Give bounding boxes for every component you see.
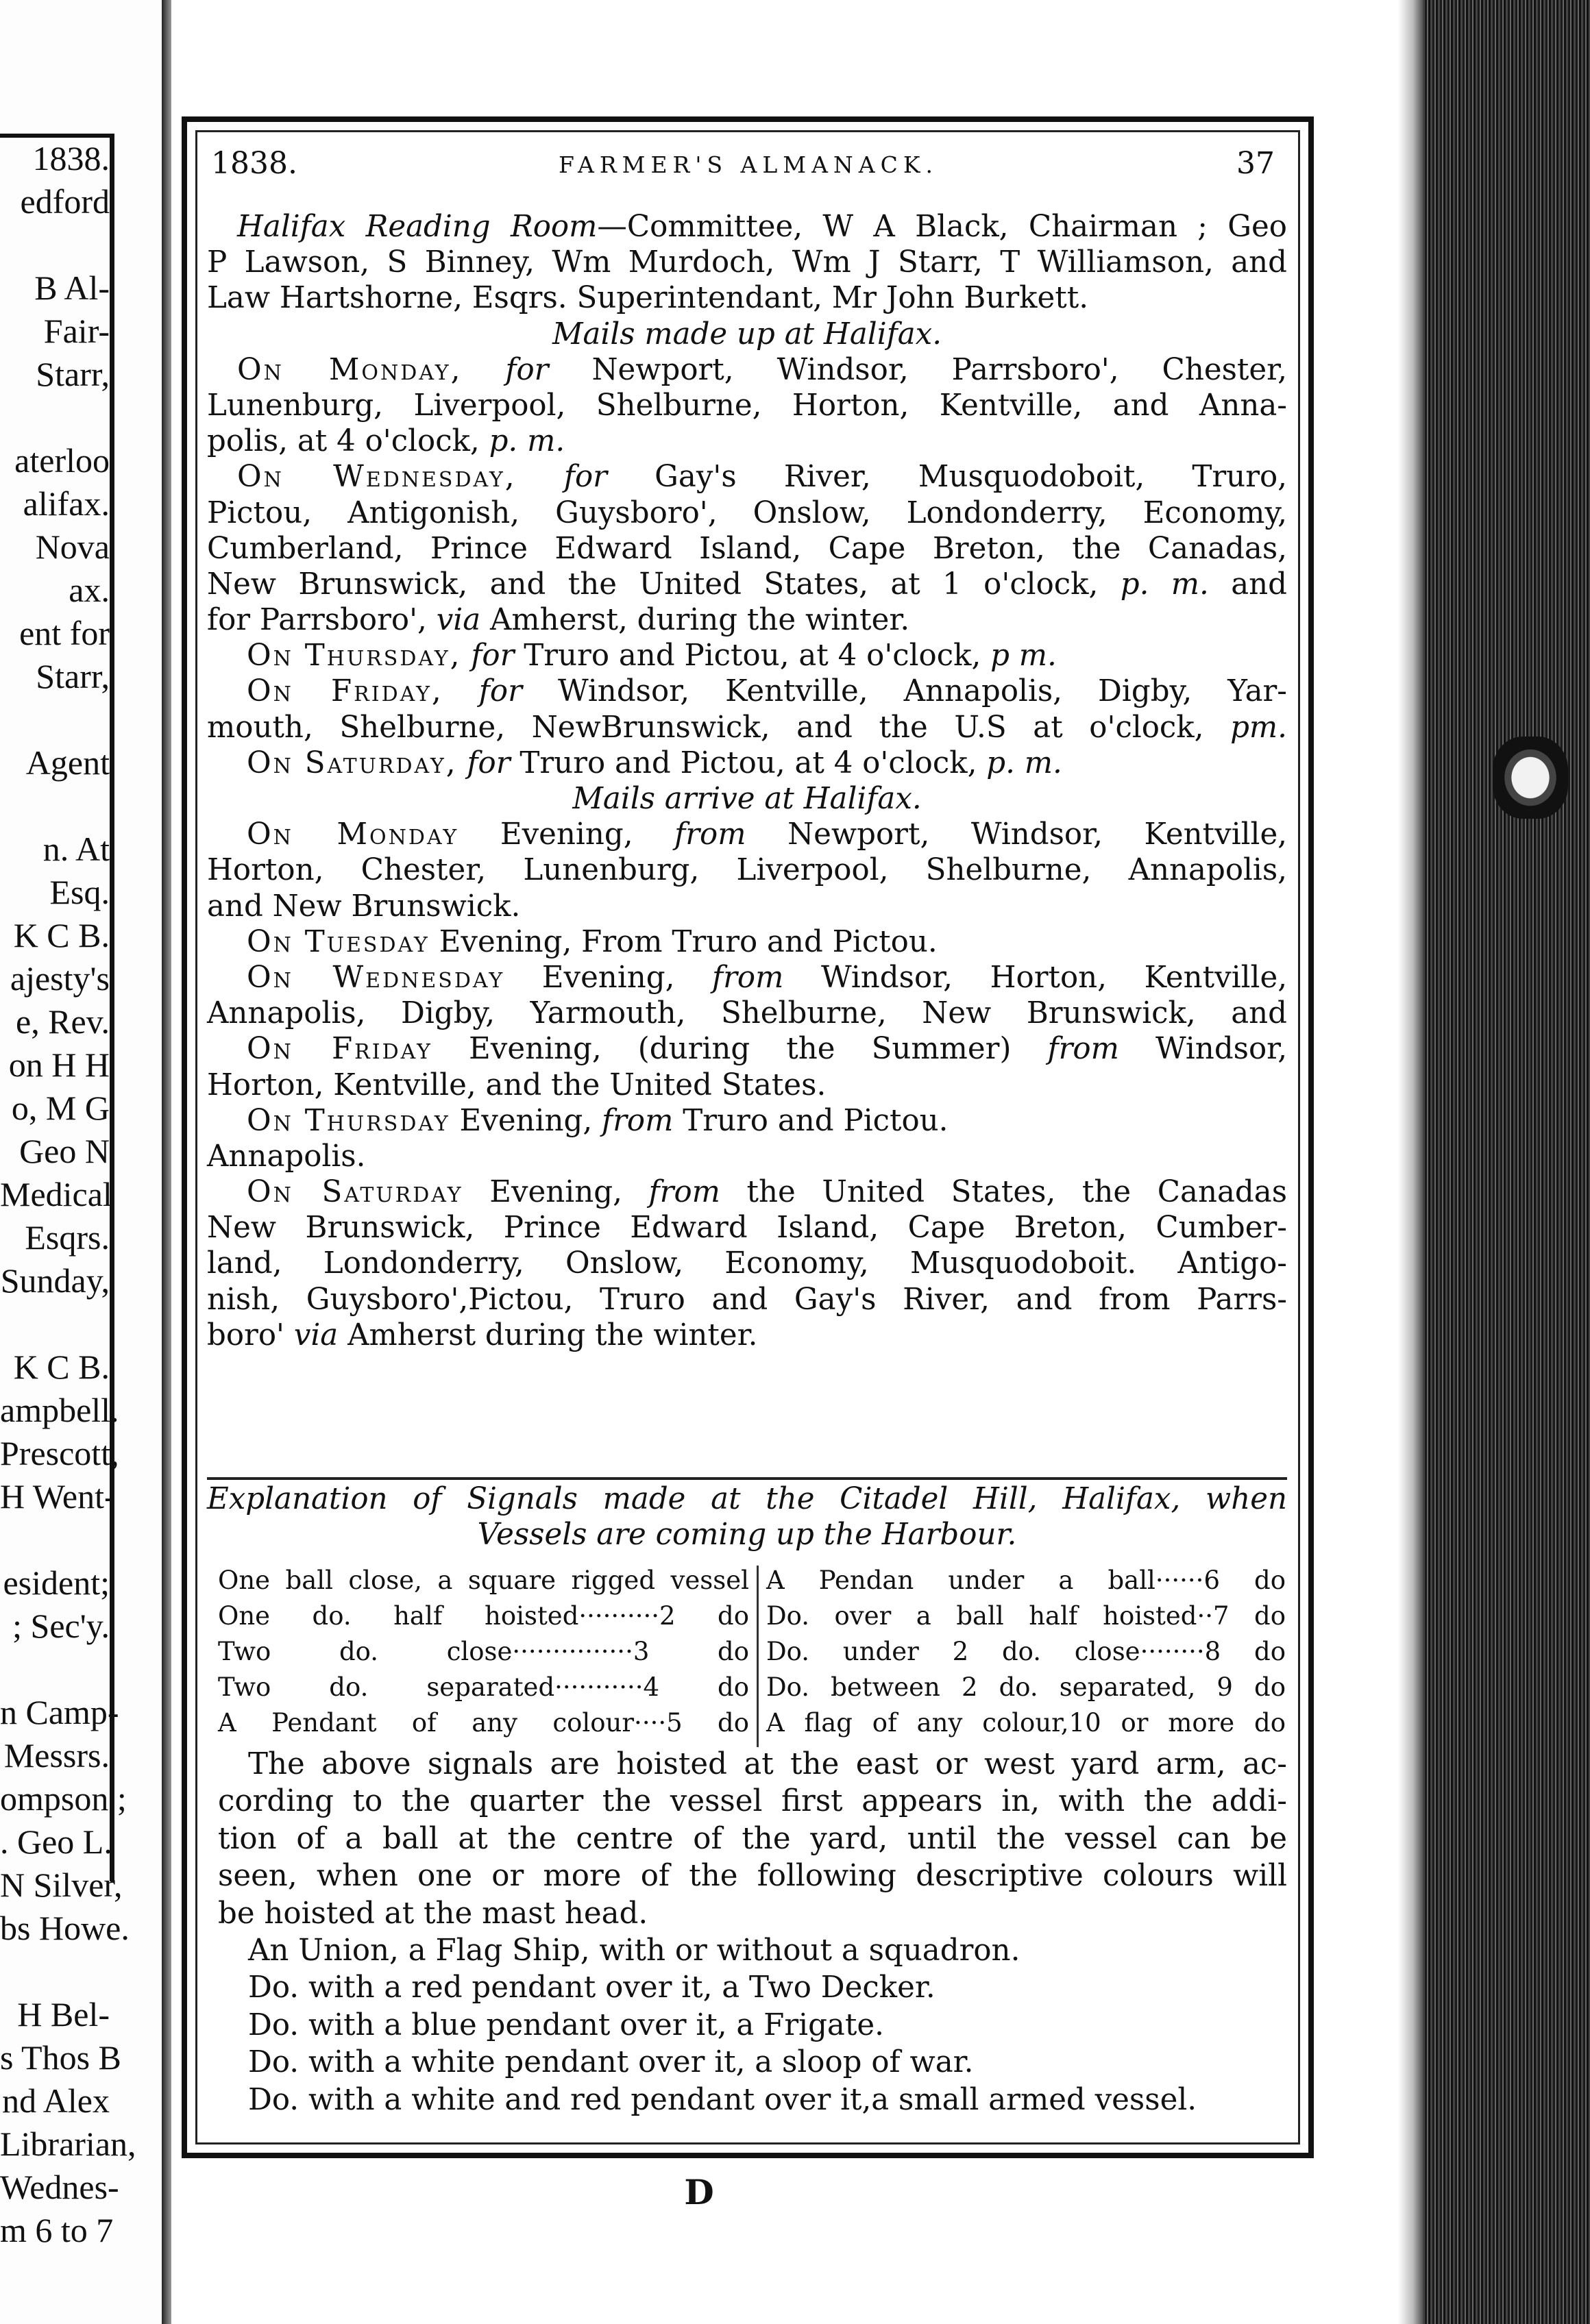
mail-out-wednesday: On Wednesday, for Gay's River, Musquodoboit, Truro,: [237, 460, 1288, 495]
facing-page-line: N Silver,: [0, 1866, 123, 1904]
mail-out-line: polis, at 4 o'clock, p. m.: [207, 424, 565, 459]
signal-right: A flag of any colour,10 or more do: [766, 1708, 1286, 1738]
page-number: 37: [1236, 146, 1275, 181]
facing-page-line: B Al-: [34, 269, 110, 307]
mail-out-saturday: On Saturday, for Truro and Pictou, at 4 o'clock, p. m.: [247, 745, 1062, 780]
facing-page-line: Medical: [0, 1175, 112, 1213]
facing-page-line: m 6 to 7: [0, 2211, 114, 2249]
header-year: 1838.: [211, 146, 297, 181]
reading-room-line: Halifax Reading Room—Committee, W A Black, Chairman ; Geo: [237, 210, 1287, 244]
reading-room-line: Law Hartshorne, Esqrs. Superintendant, Mr John Burkett.: [207, 281, 1089, 316]
signature-mark: D: [684, 2172, 714, 2212]
facing-page-line: ompson ;: [0, 1779, 127, 1818]
mail-out-thursday: On Thursday, for Truro and Pictou, at 4 o'clock, p m.: [247, 639, 1057, 673]
mail-in-line: Horton, Kentville, and the United States.: [207, 1067, 827, 1102]
mail-in-saturday: On Saturday Evening, from the United States, the Canadas: [247, 1175, 1288, 1210]
note-line: be hoisted at the mast head.: [218, 1896, 648, 1931]
mail-in-line: Annapolis.: [207, 1139, 366, 1174]
signal-left: Two do. close···············3 do: [218, 1637, 749, 1666]
mail-in-tuesday: On Tuesday Evening, From Truro and Pictou.: [247, 924, 938, 959]
mail-in-line: and New Brunswick.: [207, 889, 521, 924]
facing-page-line: Starr,: [36, 657, 110, 695]
facing-page-text: [0, 137, 136, 2252]
page-edge-shadow: [1398, 0, 1423, 2324]
facing-page-line: Starr,: [36, 355, 110, 393]
facing-page-line: K C B.: [13, 1348, 110, 1386]
facing-page-line: [0, 223, 110, 267]
note-line: The above signals are hoisted at the east or west yard arm, ac-: [248, 1747, 1287, 1781]
facing-page-line: Fair-: [43, 312, 110, 350]
facing-page-line: Librarian,: [0, 2125, 136, 2163]
signals-row: [218, 1708, 1287, 1744]
facing-page-line: ; Sec'y.: [12, 1607, 110, 1645]
facing-page-line: on H H: [8, 1046, 110, 1084]
page-stack-edge: [1398, 0, 1590, 2324]
signals-row: [218, 1637, 1287, 1672]
facing-page-line: edford: [20, 182, 110, 221]
facing-page-line: Wednes-: [0, 2168, 119, 2206]
facing-page-line: Esqrs.: [25, 1218, 110, 1257]
facing-page-line: e, Rev.: [16, 1002, 110, 1041]
signal-left: Two do. separated···········4 do: [218, 1672, 749, 1702]
facing-page-line: ent for: [19, 614, 110, 652]
mail-out-line: New Brunswick, and the United States, at 1 o'clock, p. m. and: [207, 567, 1288, 602]
facing-page-line: alifax.: [23, 484, 110, 523]
almanac-body: [207, 209, 1287, 1353]
mail-in-line: boro' via Amherst during the winter.: [207, 1318, 758, 1352]
facing-page-fragment: [0, 0, 162, 2324]
facing-page-line: ax.: [69, 571, 110, 609]
facing-page-line: nd Alex: [2, 2081, 110, 2120]
running-header: [206, 140, 1291, 188]
signal-left: A Pendant of any colour····5 do: [218, 1708, 749, 1738]
facing-page-line: . Geo L.: [0, 1822, 112, 1861]
facing-page-line: bs Howe.: [0, 1909, 130, 1947]
facing-page-line: 1838.: [32, 139, 110, 177]
signals-row: [218, 1566, 1287, 1601]
book-gutter: [162, 0, 171, 2324]
signals-heading: [207, 1481, 1287, 1553]
header-title: FARMER'S ALMANACK.: [558, 151, 939, 178]
mail-in-line: Horton, Chester, Lunenburg, Liverpool, Shelburne, Annapolis,: [207, 853, 1287, 888]
facing-page-line: Nova: [35, 528, 110, 566]
facing-page-line: Agent: [25, 743, 110, 782]
colour-line: An Union, a Flag Ship, with or without a squadron.: [248, 1933, 1020, 1968]
mail-in-monday: On Monday Evening, from Newport, Windsor, Kentville,: [247, 817, 1288, 852]
facing-page-line: n Camp-: [0, 1693, 119, 1731]
mail-in-wednesday: On Wednesday Evening, from Windsor, Horton, Kentville,: [247, 960, 1288, 995]
facing-page-line: esident;: [3, 1563, 110, 1602]
facing-page-line: [0, 396, 110, 439]
mails-arrive-heading: Mails arrive at Halifax.: [572, 782, 922, 816]
facing-page-line: ajesty's: [10, 959, 110, 998]
facing-page-line: Prescott,: [0, 1434, 119, 1472]
facing-page-line: [0, 1648, 110, 1691]
signal-left: One do. half hoisted··········2 do: [218, 1601, 749, 1631]
facing-page-line: s Thos B: [0, 2038, 121, 2077]
note-line: seen, when one or more of the following descriptive colours will: [218, 1859, 1287, 1894]
note-line: cording to the quarter the vessel first appears in, with the addi-: [218, 1784, 1287, 1819]
facing-page-line: n. At: [42, 830, 110, 868]
facing-page-line: ampbell.: [0, 1391, 119, 1429]
signal-right: Do. under 2 do. close········8 do: [766, 1637, 1286, 1666]
signal-right: A Pendan under a ball······6 do: [766, 1566, 1286, 1595]
table-column-divider: [757, 1566, 759, 1747]
facing-page-line: [0, 1950, 110, 1993]
facing-page-line: H Went-: [0, 1477, 116, 1516]
colour-line: Do. with a white and red pendant over it,a small armed vessel.: [248, 2082, 1197, 2117]
colour-line: Do. with a red pendant over it, a Two Decker.: [248, 1970, 935, 2005]
mail-in-line: Annapolis, Digby, Yarmouth, Shelburne, New Brunswick, and: [207, 996, 1287, 1031]
signals-heading-line: Vessels are coming up the Harbour.: [477, 1518, 1017, 1553]
facing-page-line: [0, 784, 110, 828]
mail-out-friday: On Friday, for Windsor, Kentville, Annapolis, Digby, Yar-: [247, 674, 1287, 709]
mail-in-line: land, Londonderry, Onslow, Economy, Musquodoboit. Antigo-: [207, 1246, 1287, 1281]
mail-in-thursday: On Thursday Evening, from Truro and Pictou.: [247, 1103, 949, 1138]
section-rule: [207, 1477, 1287, 1480]
facing-page-line: Sunday,: [0, 1261, 110, 1300]
facing-page-line: K C B.: [13, 916, 110, 954]
facing-page-line: Geo N: [19, 1132, 110, 1170]
mail-in-line: New Brunswick, Prince Edward Island, Cape Breton, Cumber-: [207, 1211, 1287, 1246]
mail-out-line: mouth, Shelburne, NewBrunswick, and the U.S at o'clock, pm.: [207, 710, 1287, 745]
signal-right: Do. between 2 do. separated, 9 do: [766, 1672, 1286, 1702]
colour-line: Do. with a blue pendant over it, a Frigate.: [248, 2007, 884, 2042]
facing-page-line: o, M G: [11, 1089, 110, 1127]
signal-left: One ball close, a square rigged vessel: [218, 1566, 749, 1595]
signals-heading-line: Explanation of Signals made at the Citadel Hill, Halifax, when: [207, 1482, 1287, 1516]
mail-in-line: nish, Guysboro',Pictou, Truro and Gay's River, and from Parrs-: [207, 1282, 1287, 1317]
signals-row: [218, 1601, 1287, 1637]
reading-room-line: P Lawson, S Binney, Wm Murdoch, Wm J Starr, T Williamson, and: [207, 245, 1287, 280]
facing-page-line: H Bel-: [17, 1995, 110, 2034]
mail-out-line: Cumberland, Prince Edward Island, Cape Breton, the Canadas,: [207, 531, 1287, 566]
mail-out-line: Pictou, Antigonish, Guysboro', Onslow, Londonderry, Economy,: [207, 495, 1287, 530]
facing-page-line: aterloo: [14, 441, 110, 480]
binding-clip: [1493, 737, 1568, 819]
facing-page-line: [0, 1302, 110, 1346]
mail-out-monday: On Monday, for Newport, Windsor, Parrsboro', Chester,: [237, 352, 1287, 387]
facing-page-line: Messrs.: [3, 1736, 110, 1775]
mail-out-line: Lunenburg, Liverpool, Shelburne, Horton, Kentville, and Anna-: [207, 388, 1287, 423]
signal-right: Do. over a ball half hoisted··7 do: [766, 1601, 1286, 1631]
facing-page-line: Esq.: [49, 873, 110, 911]
facing-page-line: [0, 698, 110, 741]
signals-row: [218, 1672, 1287, 1708]
mails-made-up-heading: Mails made up at Halifax.: [552, 317, 942, 351]
signals-table: [218, 1566, 1287, 1744]
facing-page-line: [0, 1518, 110, 1561]
colour-line: Do. with a white pendant over it, a sloop of war.: [248, 2045, 974, 2080]
mail-out-line: for Parrsboro', via Amherst, during the winter.: [207, 603, 910, 638]
mail-in-friday: On Friday Evening, (during the Summer) from Windsor,: [247, 1032, 1288, 1067]
signals-explanation: [218, 1746, 1287, 2118]
note-line: tion of a ball at the centre of the yard, until the vessel can be: [218, 1821, 1287, 1856]
